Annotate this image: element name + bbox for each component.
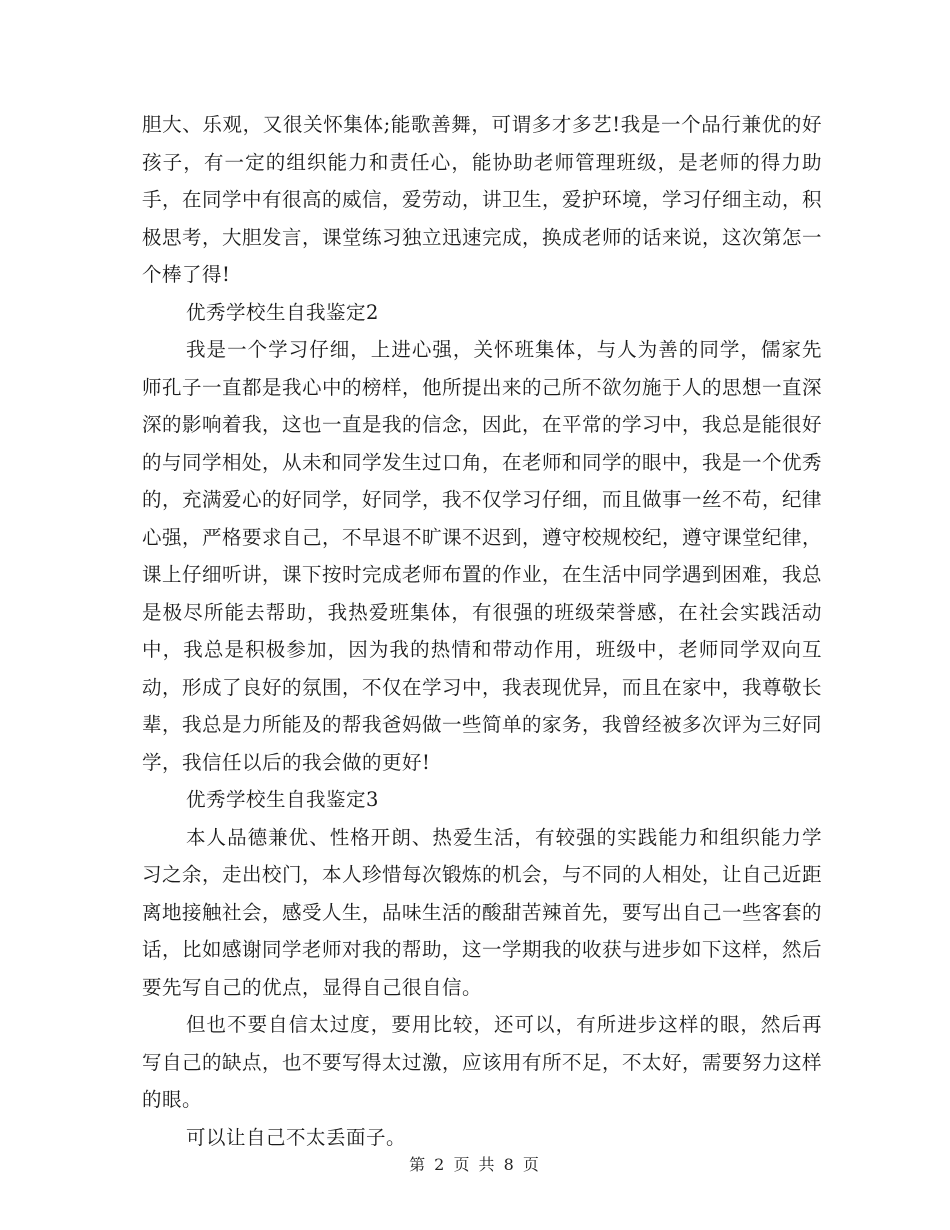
paragraph-section-2: 我是一个学习仔细，上进心强，关怀班集体，与人为善的同学，儒家先师孔子一直都是我心中的榜样，他所提出来的己所不欲勿施于人的思想一直深深的影响着我，这也一直是我的信念，因此，在平常的学习中，我总是能很好的与同学相处，从未和同学发生过口角，在老师和同学的眼中，我是一个优秀的，充满爱心的好同学，好同学，我不仅学习仔细，而且做事一丝不苟，纪律心强，严格要求自己，不早退不旷课不迟到，遵守校规校纪，遵守课堂纪律，课上仔细听讲，课下按时完成老师布置的作业，在生活中同学遇到困难，我总是极尽所能去帮助，我热爱班集体，有很强的班级荣誉感，在社会实践活动中，我总是积极参加，因为我的热情和带动作用，班级中，老师同学双向互动，形成了良好的氛围，不仅在学习中，我表现优异，而且在家中，我尊敬长辈，我总是力所能及的帮我爸妈做一些简单的家务，我曾经被多次评为三好同学，我信任以后的我会做的更好!: [142, 338, 823, 774]
section-heading-3: 优秀学校生自我鉴定3: [186, 788, 379, 811]
paragraph-section-3-c: 可以让自己不太丢面子。: [186, 1125, 407, 1149]
document-body: [142, 106, 822, 1156]
paragraph-section-3-a: 本人品德兼优、性格开朗、热爱生活，有较强的实践能力和组织能力学习之余，走出校门，本人珍惜每次锻炼的机会，与不同的人相处，让自己近距离地接触社会，感受人生，品味生活的酸甜苦辣首先，要写出自己一些客套的话，比如感谢同学老师对我的帮助，这一学期我的收获与进步如下这样，然后要先写自己的优点，显得自己很自信。: [142, 825, 823, 999]
section-heading-2: 优秀学校生自我鉴定2: [186, 300, 379, 324]
paragraph-section-3-b: 但也不要自信太过度，要用比较，还可以，有所进步这样的眼，然后再写自己的缺点，也不要写得太过激，应该用有所不足，不太好，需要努力这样的眼。: [142, 1013, 823, 1111]
paragraph-intro: 胆大、乐观，又很关怀集体;能歌善舞，可谓多才多艺!我是一个品行兼优的好孩子，有一定的组织能力和责任心，能协助老师管理班级，是老师的得力助手，在同学中有很高的威信，爱劳动，讲卫生，爱护环境，学习仔细主动，积极思考，大胆发言，课堂练习独立迅速完成，换成老师的话来说，这次第怎一个棒了得!: [142, 113, 823, 286]
page-number-footer: 第 2 页 共 8 页: [409, 1155, 541, 1174]
